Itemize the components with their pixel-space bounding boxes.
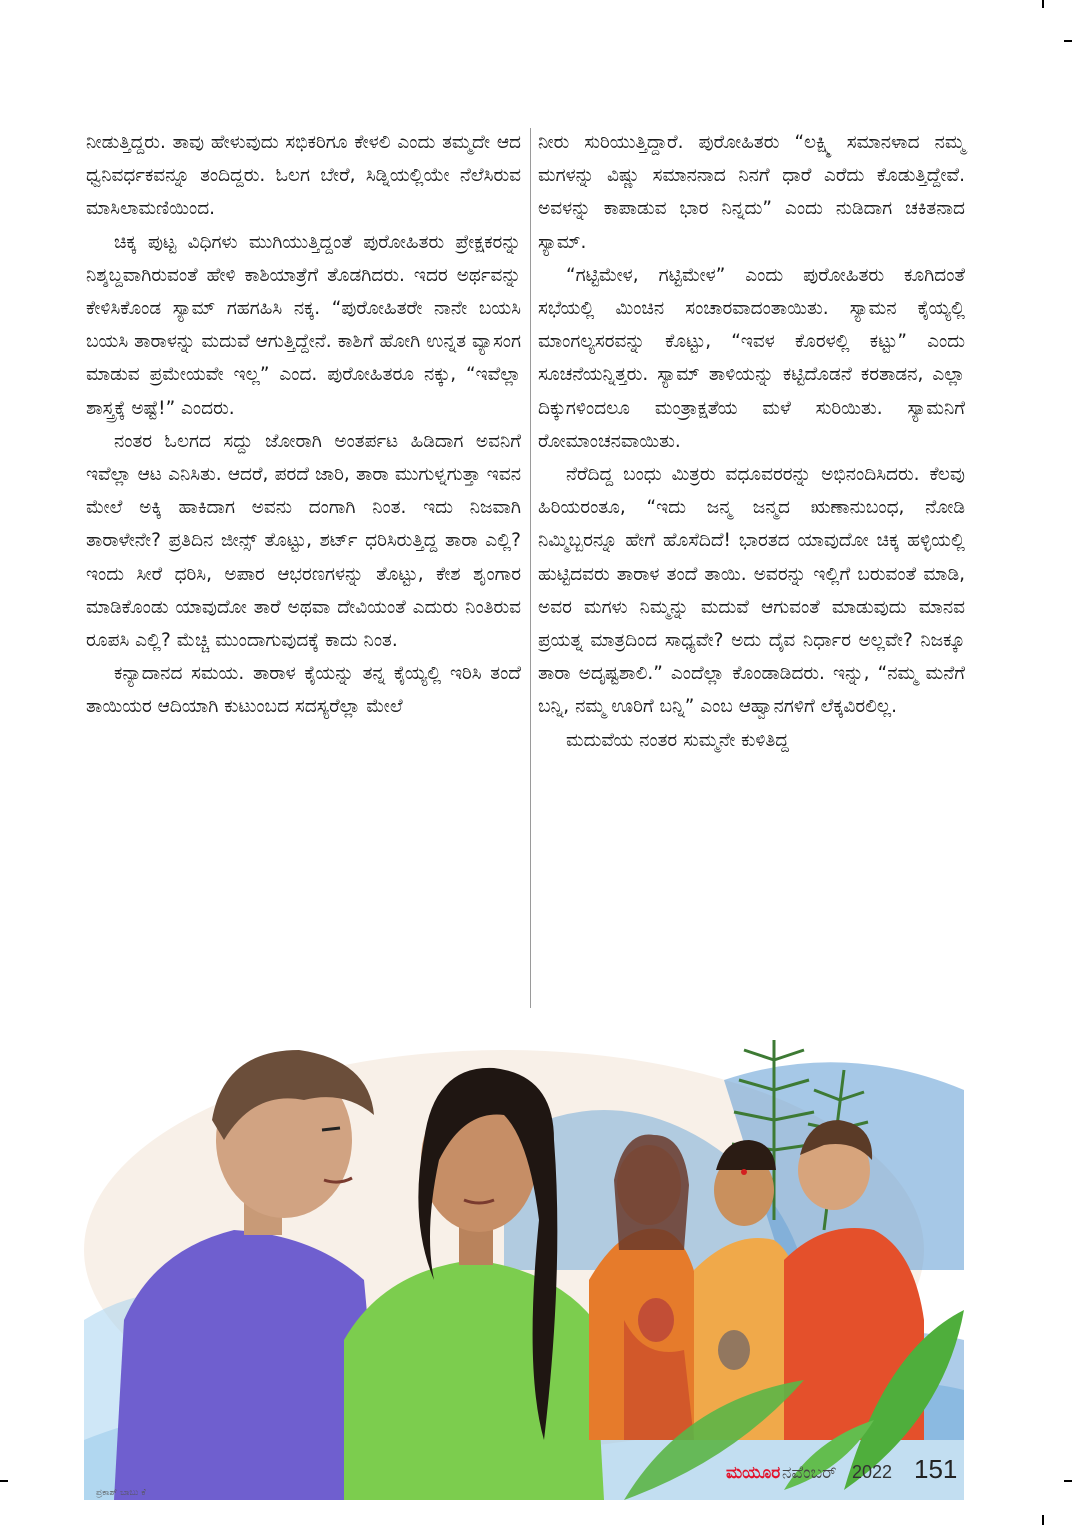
issue-month: ನವೆಂಬರ್ [782, 1463, 837, 1483]
magazine-name: ಮಯೂರ [726, 1463, 781, 1483]
crop-mark [1042, 1515, 1044, 1525]
paragraph: “ಗಟ್ಟಿಮೇಳ, ಗಟ್ಟಿಮೇಳ” ಎಂದು ಪುರೋಹಿತರು ಕೂಗಿದಂತೆ ಸಭೆಯಲ್ಲಿ ಮಿಂಚಿನ ಸಂಚಾರವಾದಂತಾಯಿತು. ಸ್ಯಾಮನ ಕೈಯ್ಯಲ್ಲಿ ಮಾಂಗಲ್ಯಸರವನ್ನು ಕೊಟ್ಟು, “ಇವಳ ಕೊರಳಲ್ಲಿ ಕಟ್ಟು” ಎಂದು ಸೂಚನೆಯನ್ನಿತ್ತರು. ಸ್ಯಾಮ್ ತಾಳಿಯನ್ನು ಕಟ್ಟಿದೊಡನೆ ಕರತಾಡನ, ಎಲ್ಲಾ ದಿಕ್ಕುಗಳಿಂದಲೂ ಮಂತ್ರಾಕ್ಷತೆಯ ಮಳೆ ಸುರಿಯಿತು. ಸ್ಯಾಮನಿಗೆ ರೋಮಾಂಚನವಾಯಿತು. [538, 264, 965, 452]
issue-year: 2022 [852, 1462, 893, 1482]
man-figure [114, 1050, 384, 1500]
paragraph: ನಂತರ ಓಲಗದ ಸದ್ದು ಜೋರಾಗಿ ಅಂತರ್ಪಟ ಹಿಡಿದಾಗ ಅವನಿಗೆ ಇವೆಲ್ಲಾ ಆಟ ಎನಿಸಿತು. ಆದರೆ, ಪರದೆ ಜಾರಿ, ತಾರಾ ಮುಗುಳ್ನಗುತ್ತಾ ಇವನ ಮೇಲೆ ಅಕ್ಕಿ ಹಾಕಿದಾಗ ಅವನು ದಂಗಾಗಿ ನಿಂತ. ಇದು ನಿಜವಾಗಿ ತಾರಾಳೇನೇ? ಪ್ರತಿದಿನ ಜೀನ್ಸ್ ತೊಟ್ಟು, ಶರ್ಟ್ ಧರಿಸಿರುತ್ತಿದ್ದ ತಾರಾ ಎಲ್ಲಿ? ಇಂದು ಸೀರೆ ಧರಿಸಿ, ಅಪಾರ ಆಭರಣಗಳನ್ನು ತೊಟ್ಟು, ಕೇಶ ಶೃಂಗಾರ ಮಾಡಿಕೊಂಡು ಯಾವುದೋ ತಾರೆ ಅಥವಾ ದೇವಿಯಂತೆ ಎದುರು ನಿಂತಿರುವ ರೂಪಸಿ ಎಲ್ಲಿ? ಮೆಚ್ಚಿ ಮುಂದಾಗುವುದಕ್ಕೆ ಕಾದು ನಿಂತ. [86, 430, 521, 652]
paragraph: ನೀಡುತ್ತಿದ್ದರು. ತಾವು ಹೇಳುವುದು ಸಭಿಕರಿಗೂ ಕೇಳಲಿ ಎಂದು ತಮ್ಮದೇ ಆದ ಧ್ವನಿವರ್ಧಕವನ್ನೂ ತಂದಿದ್ದರು. ಓಲಗ ಬೇರೆ, ಸಿಡ್ನಿಯಲ್ಲಿಯೇ ನೆಲೆಸಿರುವ ಮಾಸಿಲಾಮಣಿಯಿಂದ. [86, 132, 521, 220]
paragraph: ಚಿಕ್ಕ ಪುಟ್ಟ ವಿಧಿಗಳು ಮುಗಿಯುತ್ತಿದ್ದಂತೆ ಪುರೋಹಿತರು ಪ್ರೇಕ್ಷಕರನ್ನು ನಿಶ್ಶಬ್ದವಾಗಿರುವಂತೆ ಹೇಳಿ ಕಾಶಿಯಾತ್ರೆಗೆ ತೊಡಗಿದರು. ಇದರ ಅರ್ಥವನ್ನು ಕೇಳಿಸಿಕೊಂಡ ಸ್ಯಾಮ್ ಗಹಗಹಿಸಿ ನಕ್ಕ. “ಪುರೋಹಿತರೇ ನಾನೇ ಬಯಸಿ ಬಯಸಿ ತಾರಾಳನ್ನು ಮದುವೆ ಆಗುತ್ತಿದ್ದೇನೆ. ಕಾಶಿಗೆ ಹೋಗಿ ಉನ್ನತ ವ್ಯಾಸಂಗ ಮಾಡುವ ಪ್ರಮೇಯವೇ ಇಲ್ಲ” ಎಂದ. ಪುರೋಹಿತರೂ ನಕ್ಕು, “ಇವೆಲ್ಲಾ ಶಾಸ್ತ್ರಕ್ಕೆ ಅಷ್ಟೆ!” ಎಂದರು. [86, 231, 521, 419]
crop-mark [1064, 40, 1072, 42]
artist-signature: ಪ್ರಕಾಶ್ ಬಾಬು ಕೆ [96, 1488, 146, 1498]
crop-mark [1064, 1480, 1072, 1482]
text-column-left [86, 126, 521, 724]
crop-mark [1042, 0, 1044, 8]
paragraph: ನೆರೆದಿದ್ದ ಬಂಧು ಮಿತ್ರರು ವಧೂವರರನ್ನು ಅಭಿನಂದಿಸಿದರು. ಕೆಲವು ಹಿರಿಯರಂತೂ, “ಇದು ಜನ್ಮ ಜನ್ಮದ ಋಣಾನುಬಂಧ, ನೋಡಿ ನಿಮ್ಮಿಬ್ಬರನ್ನೂ ಹೇಗೆ ಹೊಸೆದಿದೆ! ಭಾರತದ ಯಾವುದೋ ಚಿಕ್ಕ ಹಳ್ಳಿಯಲ್ಲಿ ಹುಟ್ಟಿದವರು ತಾರಾಳ ತಂದೆ ತಾಯಿ. ಅವರನ್ನು ಇಲ್ಲಿಗೆ ಬರುವಂತೆ ಮಾಡಿ, ಅವರ ಮಗಳು ನಿಮ್ಮನ್ನು ಮದುವೆ ಆಗುವಂತೆ ಮಾಡುವುದು ಮಾನವ ಪ್ರಯತ್ನ ಮಾತ್ರದಿಂದ ಸಾಧ್ಯವೇ? ಅದು ದೈವ ನಿರ್ಧಾರ ಅಲ್ಲವೇ? ನಿಜಕ್ಕೂ ತಾರಾ ಅದೃಷ್ಟಶಾಲಿ.” ಎಂದೆಲ್ಲಾ ಕೊಂಡಾಡಿದರು. ಇನ್ನು, “ನಮ್ಮ ಮನೆಗೆ ಬನ್ನಿ, ನಮ್ಮ ಊರಿಗೆ ಬನ್ನಿ” ಎಂಬ ಆಹ್ವಾನಗಳಿಗೆ ಲೆಕ್ಕವಿರಲಿಲ್ಲ. [538, 464, 965, 718]
crop-mark [0, 1480, 8, 1482]
paragraph: ಮದುವೆಯ ನಂತರ ಸುಮ್ಮನೇ ಕುಳಿತಿದ್ದ [566, 729, 789, 751]
text-column-right [538, 126, 965, 757]
paragraph: ನೀರು ಸುರಿಯುತ್ತಿದ್ದಾರೆ. ಪುರೋಹಿತರು “ಲಕ್ಷ್ಮಿ ಸಮಾನಳಾದ ನಮ್ಮ ಮಗಳನ್ನು ವಿಷ್ಣು ಸಮಾನನಾದ ನಿನಗೆ ಧಾರೆ ಎರೆದು ಕೊಡುತ್ತಿದ್ದೇವೆ. ಅವಳನ್ನು ಕಾಪಾಡುವ ಭಾರ ನಿನ್ನದು” ಎಂದು ನುಡಿದಾಗ ಚಕಿತನಾದ ಸ್ಯಾಮ್. [538, 132, 965, 253]
paragraph: ಕನ್ಯಾದಾನದ ಸಮಯ. ತಾರಾಳ ಕೈಯನ್ನು ತನ್ನ ಕೈಯ್ಯಲ್ಲಿ ಇರಿಸಿ ತಂದೆ ತಾಯಿಯರ ಆದಿಯಾಗಿ ಕುಟುಂಬದ ಸದಸ್ಯರೆಲ್ಲಾ ಮೇಲೆ [86, 663, 521, 718]
story-illustration [84, 1020, 964, 1500]
page-number: 151 [914, 1454, 958, 1484]
column-divider [530, 128, 531, 1008]
